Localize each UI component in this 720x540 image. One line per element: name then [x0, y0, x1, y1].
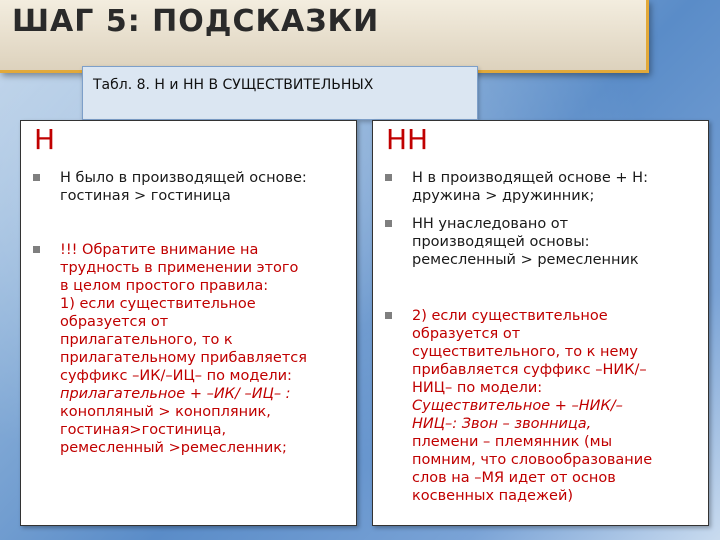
- text-line: гостиная > гостиница: [60, 188, 231, 204]
- text-line: НН унаследовано от: [412, 216, 569, 232]
- text-line: прилагательному прибавляется: [60, 350, 307, 366]
- text-line: слов на –МЯ идет от основ: [412, 470, 616, 486]
- bullet-icon: [385, 220, 392, 227]
- list-item-text: [412, 307, 704, 505]
- list-item: [385, 307, 704, 505]
- text-line: 1) если существительное: [60, 296, 256, 312]
- text-line: суффикс –ИК/–ИЦ– по модели:: [60, 368, 292, 384]
- text-line: Н в производящей основе + Н:: [412, 170, 648, 186]
- text-line: 2) если существительное: [412, 308, 608, 324]
- text-line: ремесленный >ремесленник;: [60, 440, 287, 456]
- list-item-text: [412, 169, 704, 205]
- list-item: [385, 215, 704, 269]
- text-line: прибавляется суффикс –НИК/–: [412, 362, 647, 378]
- text-line: существительного, то к нему: [412, 344, 638, 360]
- text-line: трудность в применении этого: [60, 260, 299, 276]
- text-line: дружина > дружинник;: [412, 188, 595, 204]
- text-line: племени – племянник (мы: [412, 434, 613, 450]
- text-line: Н было в производящей основе:: [60, 170, 307, 186]
- column-heading-single-n: Н: [34, 123, 56, 156]
- text-line: Существительное + –НИК/–: [412, 398, 623, 414]
- column-single-n: [20, 120, 357, 526]
- text-line: косвенных падежей): [412, 488, 574, 504]
- bullet-icon: [33, 174, 40, 181]
- text-line: конопляный > конопляник,: [60, 404, 271, 420]
- text-line: образуется от: [412, 326, 521, 342]
- list-item-text: [412, 215, 704, 269]
- bullet-icon: [33, 246, 40, 253]
- text-line: прилагательное + –ИК/ –ИЦ– :: [60, 386, 291, 402]
- bullet-icon: [385, 174, 392, 181]
- text-line: НИЦ–: Звон – звонница,: [412, 416, 592, 432]
- column-double-n: [372, 120, 709, 526]
- text-line: в целом простого правила:: [60, 278, 269, 294]
- list-item-text: [60, 169, 352, 205]
- text-line: ремесленный > ремесленник: [412, 252, 639, 268]
- list-item-text: [60, 241, 352, 457]
- title-bar: [0, 0, 649, 73]
- bullet-icon: [385, 312, 392, 319]
- text-line: производящей основы:: [412, 234, 590, 250]
- list-item: [385, 169, 704, 205]
- text-line: !!! Обратите внимание на: [60, 242, 259, 258]
- table-caption: Табл. 8. Н и НН В СУЩЕСТВИТЕЛЬНЫХ: [93, 77, 374, 93]
- column-heading-double-n: НН: [386, 123, 429, 156]
- table-caption-box: [82, 66, 478, 120]
- list-item: [33, 241, 352, 457]
- text-line: НИЦ– по модели:: [412, 380, 543, 396]
- text-line: образуется от: [60, 314, 169, 330]
- text-line: прилагательного, то к: [60, 332, 233, 348]
- text-line: гостиная>гостиница,: [60, 422, 227, 438]
- page-title: ШАГ 5: ПОДСКАЗКИ: [12, 4, 380, 39]
- text-line: помним, что словообразование: [412, 452, 653, 468]
- list-item: [33, 169, 352, 205]
